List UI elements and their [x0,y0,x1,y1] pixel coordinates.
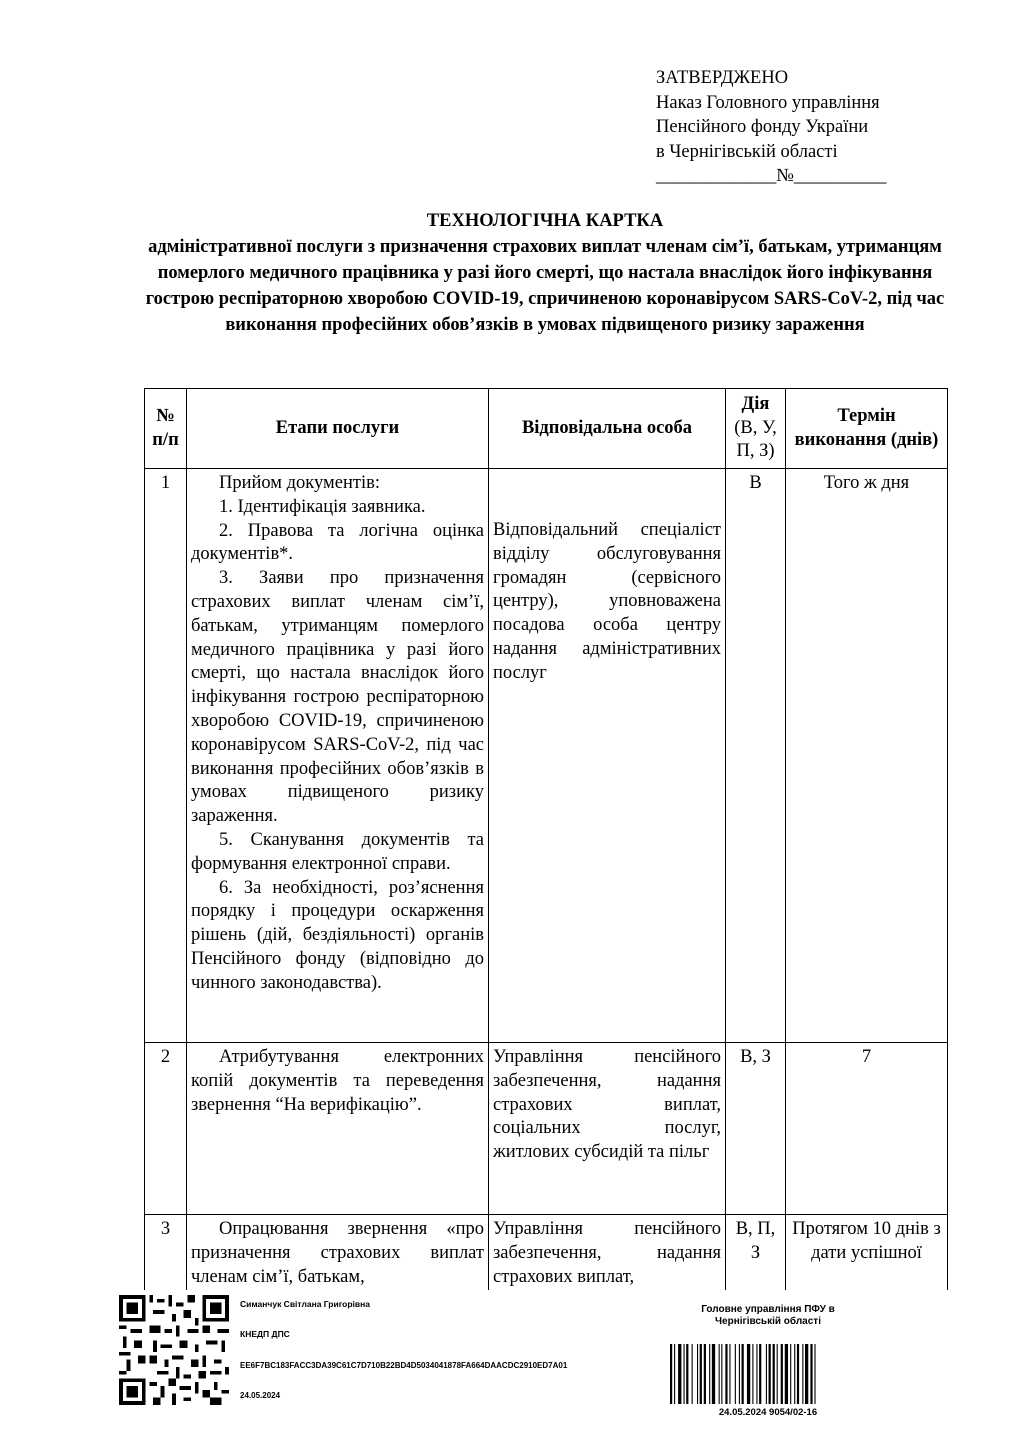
stage-item: 2. Правова та логічна оцінка документів*. [191,520,484,565]
technology-card-table [144,388,948,1305]
table-row [145,1043,948,1215]
document-subtitle: адміністративної послуги з призначення страхових виплат членам сім’ї, батькам, утриманцям померлого медичного працівника у разі його смерті, що настала внаслідок його інфікування гострою респіраторною хворобою COVID-19, спричиненою коронавірусом SARS-CoV-2, під час виконання професійних обов’язків в умовах підвищеного ризику зараження [145,237,945,335]
header-action: Дія (В, У, П, З) [726,389,786,469]
header-term: Термін виконання (днів) [786,389,948,469]
stage-item: Прийом документів: [219,473,380,493]
registering-organization: Головне управління ПФУ в Чернігівській області [701,1304,835,1327]
row-num: 3 [145,1215,187,1305]
header-responsible: Відповідальна особа [489,389,726,469]
signer-name: Симанчук Світлана Григорівна [240,1299,370,1309]
barcode-icon [670,1344,860,1404]
table-row [145,469,948,1043]
row-responsible: Управління пенсійного забезпечення, надання страхових виплат, соціальних послуг, житлових субсидій та пільг [489,1043,726,1215]
row-action: В [726,469,786,1043]
row-stages [187,1043,489,1215]
approval-block [656,66,976,189]
qr-code-icon [119,1295,229,1405]
signature-date: 24.05.2024 [240,1391,281,1400]
row-stages [187,469,489,1043]
row-term: Того ж дня [786,469,948,1043]
responsible-text: Відповідальний спеціаліст відділу обслуговування громадян (сервісного центру), уповноважена посадова особа центру надання адміністративних послуг [493,520,721,683]
approval-number-line: _____________№__________ [656,166,887,186]
row-term: 7 [786,1043,948,1215]
row-num: 2 [145,1043,187,1215]
row-responsible: Управління пенсійного забезпечення, надання страхових виплат, [489,1215,726,1305]
header-num: № п/п [145,389,187,469]
header-stages: Етапи послуги [187,389,489,469]
row-responsible [489,469,726,1043]
stage-item: 3. Заяви про призначення страхових виплат членам сім’ї, батькам, утриманцям померлого медичного працівника у разі його смерті, що настала внаслідок його інфікування гострою респіраторною хворобою COVID-19, спричиненою коронавірусом SARS-CoV-2, під час виконання професійних обов’язків в умовах підвищеного ризику зараження. [191,568,484,827]
approval-order-line: Наказ Головного управління [656,92,880,113]
stage-item: 1. Ідентифікація заявника. [219,496,426,517]
approval-heading: ЗАТВЕРДЖЕНО [656,68,789,88]
table-header-row [145,389,948,469]
document-title-block [100,208,990,338]
row-action: В, З [726,1043,786,1215]
certificate-authority: КНЕДП ДПС [240,1329,290,1339]
document-title: ТЕХНОЛОГІЧНА КАРТКА [426,211,664,231]
stage-item: Опрацювання звернення «про призначення страхових виплат членам сім’ї, батькам, [191,1219,484,1287]
registration-number: 24.05.2024 9054/02-16 [718,1407,818,1418]
approval-region-line: в Чернігівській області [656,141,838,162]
row-action: В, П, З [726,1215,786,1305]
row-term: Протягом 10 днів з дати успішної [786,1215,948,1305]
stage-item: 5. Сканування документів та формування електронної справи. [191,829,484,874]
stage-item: 6. За необхідності, роз’яснення порядку і процедури оскарження рішень (дій, бездіяльності) органів Пенсійного фонду (відповідно до чинного законодавства). [191,877,484,993]
signature-stamp [0,1290,1018,1440]
signature-hash: EE6F7BC183FACC3DA39C61C7D710B22BD4D5034041878FA664DAACDC2910ED7A01 [240,1361,568,1370]
stage-item: Атрибутування електронних копій документів та переведення звернення “На верифікацію”. [191,1047,484,1115]
row-num: 1 [145,469,187,1043]
approval-fund-line: Пенсійного фонду України [656,117,869,137]
header-action-codes: (В, У, П, З) [734,417,777,462]
